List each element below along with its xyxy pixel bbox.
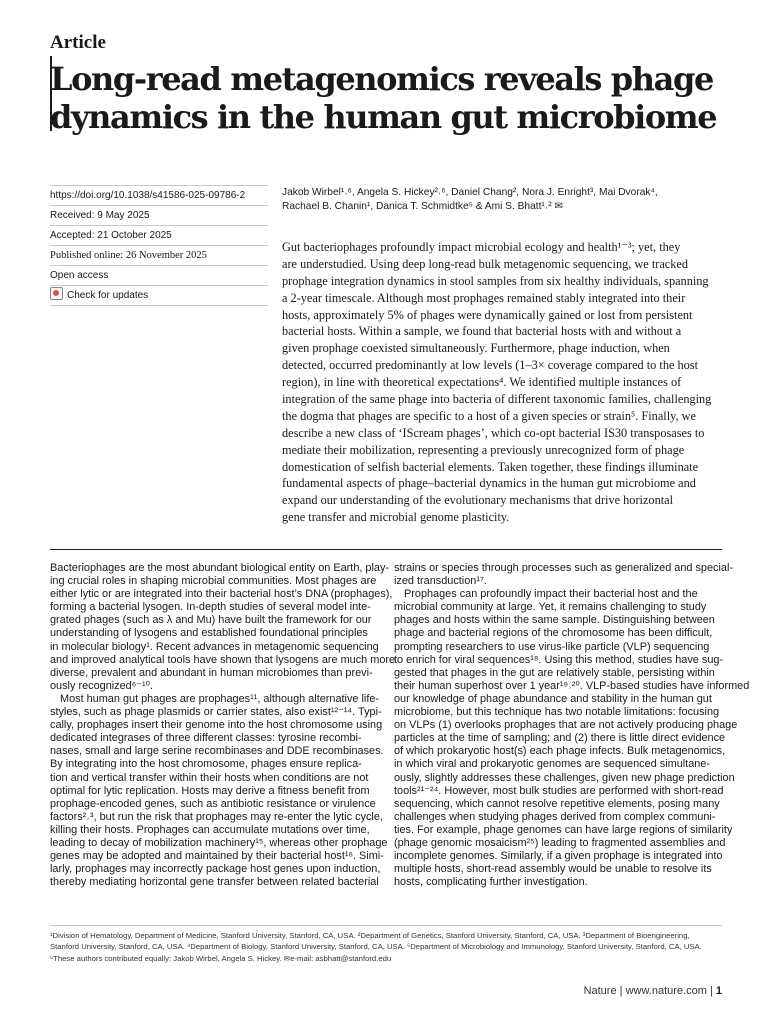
- body-text-line: gested that phages in the gut are relatively stable, persisting within: [394, 666, 715, 679]
- authors-line-2-text: Rachael B. Chanin¹, Danica T. Schmidtke⁵ & Ami S. Bhatt¹˒²: [282, 201, 552, 212]
- check-updates-link[interactable]: [50, 286, 268, 306]
- body-text-line: Most human gut phages are prophages¹¹, although alternative life-: [60, 692, 380, 705]
- abstract-line: expand our understanding of the evolutionary mechanisms that drive horizontal: [282, 493, 674, 508]
- footer-separator: |: [619, 985, 623, 997]
- page-number: 1: [715, 985, 722, 997]
- body-text-line: nases, small and large serine recombinases and DDE recombinases.: [50, 745, 384, 758]
- body-text-line: larly, prophages may incorrectly package host genes upon induction,: [50, 863, 381, 876]
- body-text-line: genes may be adopted and maintained by their bacterial host¹⁶. Simi-: [50, 850, 384, 863]
- body-text-line: understanding of lysogens and established foundational principles: [50, 627, 368, 640]
- section-divider: [50, 549, 722, 550]
- body-text-line: phage and bacterial regions of the chromosome has been difficult,: [394, 627, 713, 640]
- doi-link[interactable]: https://doi.org/10.1038/s41586-025-09786-2: [50, 185, 268, 206]
- body-text-line: of which prokaryotic host(s) each phage infects. Bulk metagenomics,: [394, 745, 726, 758]
- abstract-line: bacterial hosts. Within a sample, we found that bacterial hosts with and without a: [282, 324, 682, 339]
- footnote-line: Stanford University, Stanford, CA, USA. ⁴Department of Biology, Stanford University, Stanford, CA, USA. ⁵Department of Microbiology and Immunology, Stanford University, Stanford, CA, USA.: [50, 942, 702, 952]
- footnote-line: ¹Division of Hematology, Department of Medicine, Stanford University, Stanford, CA, USA. ²Department of Genetics, Stanford University, Stanford, CA, USA. ³Department of Bioengineering,: [50, 931, 690, 940]
- article-metadata: [50, 185, 268, 306]
- journal-site-link[interactable]: www.nature.com: [625, 985, 707, 997]
- body-text-line: grated phages (such as λ and Mu) have built the framework for our: [50, 614, 372, 627]
- received-date: Received: 9 May 2025: [50, 206, 268, 226]
- accepted-date: Accepted: 21 October 2025: [50, 226, 268, 246]
- body-text-line: incomplete genomes. Similarly, if a given prophage is integrated into: [394, 850, 723, 863]
- body-text-line: factors²˒³, but run the risk that prophages may re-enter the lytic cycle,: [50, 810, 383, 823]
- body-text-line: our knowledge of phage abundance and stability in the human gut: [394, 692, 712, 705]
- abstract-line: prophage integration dynamics in stool samples from six healthy individuals, spanning: [282, 273, 709, 288]
- body-text-line: on VLPs (1) overlooks prophages that are not actively producing phage: [394, 719, 738, 732]
- body-text-line: ously, slightly addresses these challenges, given new phage prediction: [394, 771, 735, 784]
- author-list: [282, 186, 722, 214]
- affiliations-footnote: [50, 930, 730, 964]
- body-text-line: styles, such as phage plasmids or carrier states, also exist¹²⁻¹⁴. Typi-: [50, 706, 382, 719]
- abstract-line: a 2-year timescale. Although most prophages remained stably integrated into their: [282, 290, 686, 305]
- body-text-line: in molecular biology¹. Recent advances in metagenomic sequencing: [50, 640, 379, 653]
- footnote-line: ⁶These authors contributed equally: Jakob Wirbel, Angela S. Hickey. ✉e-mail: asbhatt@stanford.edu: [50, 953, 392, 963]
- abstract-line: integration of the same phage into bacteria of different taxonomic families, challenging: [282, 392, 712, 407]
- body-text-line: tools²¹⁻²⁴. However, most bulk studies are performed with short-read: [394, 784, 724, 797]
- authors-line-1: Jakob Wirbel¹˒⁶, Angela S. Hickey²˒⁶, Daniel Chang², Nora J. Enright³, Mai Dvorak⁴,: [282, 187, 658, 198]
- abstract-line: given prophage coexisted simultaneously. Furthermore, phage induction, when: [282, 341, 670, 356]
- open-access-label: Open access: [50, 266, 268, 286]
- body-text-line: sequencing, which cannot resolve repetitive elements, posing many: [394, 797, 720, 810]
- title-line-1: Long-read metagenomics reveals phage: [50, 60, 713, 98]
- body-text-line: to enrich for viral sequences¹⁸. Using this method, studies have sug-: [394, 653, 724, 666]
- body-text-line: tion and vertical transfer within their hosts when conditions are not: [50, 771, 369, 784]
- body-text-line: (phage genomic mosaicism²⁵) leading to fragmented assemblies and: [394, 836, 726, 849]
- body-text-line: optimal for lytic replication. Hosts may derive a fitness benefit from: [50, 784, 370, 797]
- abstract-line: the dogma that phages are specific to a host of a given species or strain⁵. Finally, we: [282, 408, 696, 423]
- body-text-line: ously recognized⁶⁻¹⁰.: [50, 679, 153, 692]
- journal-name: Nature: [583, 985, 617, 997]
- body-text-line: challenges when studying phages derived from complex communi-: [394, 810, 716, 823]
- body-text-line: multiple hosts, short-read assembly would be unable to resolve its: [394, 863, 712, 876]
- abstract-line: describe a new class of ‘IScream phages’, which co-opt bacterial IS30 transposases to: [282, 425, 705, 440]
- footer-separator: |: [709, 985, 713, 997]
- published-date: Published online: 26 November 2025: [50, 246, 268, 266]
- body-text-line: in which viral and prokaryotic genomes are sequenced simultane-: [394, 758, 710, 771]
- body-text-line: ing crucial roles in shaping microbial communities. Most phages are: [50, 575, 377, 588]
- body-text-line: either lytic or are integrated into their bacterial host’s DNA (prophages),: [50, 588, 393, 601]
- abstract-line: gene transfer and microbial genome plasticity.: [282, 510, 510, 525]
- page-footer: [584, 985, 722, 997]
- abstract-line: domestication of selfish bacterial elements. Taken together, these findings illuminate: [282, 459, 699, 474]
- body-text-line: microbiome, but this technique has two notable limitations: focusing: [394, 706, 720, 719]
- body-text-line: prompting researchers to use virus-like particle (VLP) sequencing: [394, 640, 710, 653]
- body-text-line: killing their hosts. Prophages can accumulate mutations over time,: [50, 823, 370, 836]
- body-text-line: ized transduction¹⁷.: [394, 575, 487, 588]
- email-icon: ✉: [554, 201, 563, 212]
- article-type-label: Article: [50, 32, 106, 53]
- body-text-line: and improved analytical tools have shown that lysogens are much more: [50, 653, 396, 666]
- authors-line-2: [282, 200, 722, 214]
- body-text-line: By integrating into the host chromosome, phages ensure replica-: [50, 758, 362, 771]
- body-text-line: cally, prophages insert their genome into the host chromosome using: [50, 719, 383, 732]
- abstract-line: are understudied. Using deep long-read bulk metagenomic sequencing, we tracked: [282, 256, 688, 271]
- check-updates-icon: [50, 287, 63, 300]
- check-updates-label: Check for updates: [67, 290, 149, 301]
- body-text-line: forming a bacterial lysogen. In-depth studies of several model inte-: [50, 601, 371, 614]
- body-text-line: Bacteriophages are the most abundant biological entity on Earth, play-: [50, 562, 390, 574]
- body-text-line: Prophages can profoundly impact their bacterial host and the: [404, 588, 698, 601]
- body-text-line: strains or species through processes such as generalized and special-: [394, 562, 734, 574]
- body-text-line: leading to decay of mobilization machinery¹⁵, whereas other prophage: [50, 836, 388, 849]
- abstract-line: region), in line with theoretical expectations⁴. We identified multiple instances of: [282, 375, 682, 390]
- abstract-line: hosts, approximately 5% of phages were dynamically gained or lost from persistent: [282, 307, 693, 322]
- abstract-line: mediate their mobilization, representing a previously unrecognized form of phage: [282, 442, 685, 457]
- body-text-line: microbial community at large. Yet, it remains challenging to study: [394, 601, 707, 614]
- footnote-divider: [50, 925, 722, 926]
- body-column-left: [50, 562, 396, 889]
- body-text-line: ties. For example, phage genomes can have large regions of similarity: [394, 823, 733, 836]
- title-line-2: dynamics in the human gut microbiome: [50, 98, 717, 136]
- abstract-line: detected, occurred predominantly at low levels (1–3× coverage compared to the host: [282, 358, 698, 373]
- abstract: [282, 239, 722, 526]
- article-title: [50, 60, 730, 136]
- body-text-line: phages and hosts within the same sample. Distinguishing between: [394, 614, 715, 627]
- body-column-right: [394, 562, 750, 889]
- body-text-line: prophage-encoded genes, such as antibiotic resistance or virulence: [50, 797, 376, 810]
- body-text-line: thereby mediating horizontal gene transfer between related bacterial: [50, 876, 379, 889]
- abstract-line: fundamental aspects of phage–bacterial dynamics in the human gut microbiome and: [282, 476, 696, 491]
- abstract-line: Gut bacteriophages profoundly impact microbial ecology and health¹⁻³; yet, they: [282, 240, 681, 254]
- body-text-line: their human superhost over 1 year¹⁹˒²⁰. VLP-based studies have informed: [394, 679, 750, 692]
- body-text-line: diverse, prevalent and abundant in human microbiomes than previ-: [50, 666, 373, 679]
- body-text-line: particles at the time of sampling; and (2) there is little direct evidence: [394, 732, 726, 745]
- body-text-line: hosts, complicating further investigation.: [394, 876, 588, 889]
- body-text-line: dedicated integrases of three different classes: tyrosine recombi-: [50, 732, 362, 745]
